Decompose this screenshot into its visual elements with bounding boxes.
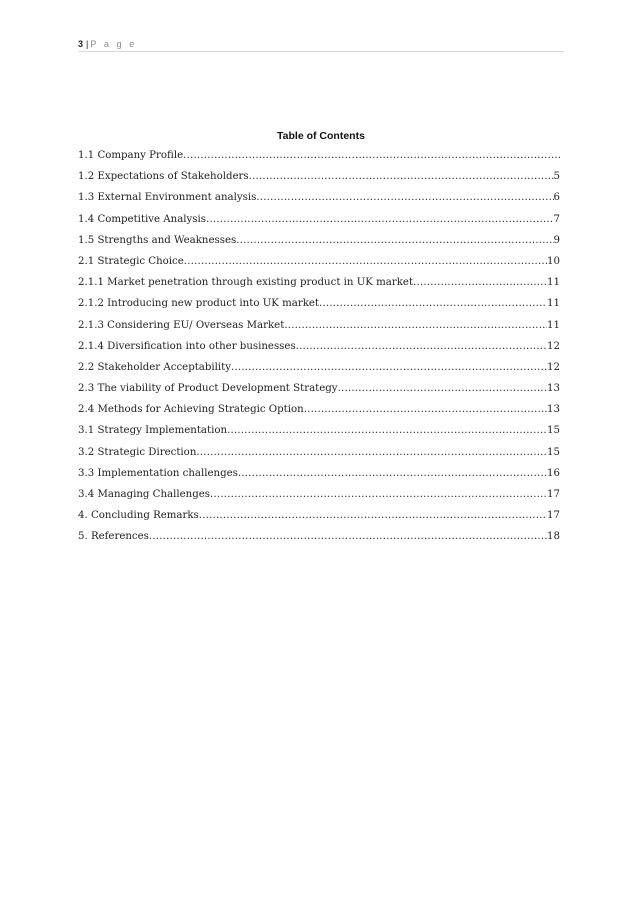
toc-entry[interactable] [78, 187, 560, 208]
toc-entry-label: 2.1.1 Market penetration through existing product in UK market [78, 277, 414, 289]
toc-entry[interactable] [78, 526, 560, 547]
dot-leader [256, 187, 553, 208]
toc-entry-page: 5 [553, 171, 560, 183]
toc-entry-label: 3.3 Implementation challenges [78, 467, 238, 479]
toc-entry-label: 2.1.2 Introducing new product into UK market [78, 298, 320, 310]
toc-entry-label: 2.4 Methods for Achieving Strategic Option [78, 404, 304, 416]
toc-entry-page: 7 [553, 213, 560, 225]
toc-entry-page: 13 [547, 404, 560, 416]
toc-entry[interactable] [78, 315, 560, 336]
toc-entry-page: 13 [547, 383, 560, 395]
dot-leader [284, 315, 547, 336]
dot-leader [319, 293, 547, 314]
toc-entry[interactable] [78, 420, 560, 441]
page-header [78, 39, 564, 52]
toc-entry[interactable] [78, 463, 560, 484]
toc-entry[interactable] [78, 209, 560, 230]
toc-entry[interactable] [78, 484, 560, 505]
dot-leader [227, 420, 547, 441]
toc-entry[interactable] [78, 399, 560, 420]
dot-leader [413, 272, 547, 293]
toc-entry[interactable] [78, 166, 560, 187]
toc-entry-label: 3.2 Strategic Direction [78, 446, 197, 458]
toc-entry-label: 2.2 Stakeholder Acceptability [78, 361, 232, 373]
toc-entry-page: 18 [547, 531, 560, 543]
toc-entry-label: 1.4 Competitive Analysis [78, 213, 207, 225]
toc-entry-page: 10 [547, 255, 560, 267]
toc-entry-page: 17 [547, 489, 560, 500]
toc-entry[interactable] [78, 293, 560, 314]
toc-entry-label: 2.1 Strategic Choice [78, 255, 184, 267]
toc-entry-page: 6 [553, 192, 560, 204]
toc-entry-page: 11 [547, 298, 560, 310]
toc-entry-page: 11 [547, 319, 560, 331]
dot-leader [296, 336, 547, 357]
dot-leader [304, 399, 547, 420]
header-separator: | [86, 39, 89, 49]
dot-leader [231, 357, 547, 378]
dot-leader [249, 166, 554, 187]
toc-entry-label: 2.1.3 Considering EU/ Overseas Market [78, 319, 285, 331]
dot-leader [196, 442, 547, 463]
toc-entry[interactable] [78, 251, 560, 272]
toc-entry-label: 1.1 Company Profile [78, 150, 184, 161]
toc-entry[interactable] [78, 145, 560, 166]
toc-entry-page: 12 [547, 340, 560, 352]
dot-leader [338, 378, 547, 399]
dot-leader [183, 145, 560, 166]
toc-entry-page: 15 [547, 446, 560, 458]
toc-entry-page: 17 [547, 510, 560, 522]
dot-leader [236, 230, 553, 251]
toc-entry[interactable] [78, 357, 560, 378]
toc-entry[interactable] [78, 230, 560, 251]
toc-entry[interactable] [78, 272, 560, 293]
toc-entry[interactable] [78, 378, 560, 399]
toc-entry-label: 1.3 External Environment analysis [78, 192, 257, 204]
dot-leader [149, 526, 547, 547]
toc-entry-page: 12 [547, 361, 560, 373]
toc-entry-page: 9 [553, 234, 560, 246]
toc-entry-label: 3.4 Managing Challenges [78, 489, 210, 500]
page-word: P a g e [90, 39, 137, 49]
toc-entry[interactable] [78, 336, 560, 357]
toc-entry-page: 16 [547, 467, 560, 479]
dot-leader [206, 209, 553, 230]
dot-leader [238, 463, 547, 484]
toc-entry-page: 11 [547, 277, 560, 289]
table-of-contents [78, 145, 560, 548]
toc-entry[interactable] [78, 442, 560, 463]
dot-leader [184, 251, 547, 272]
toc-entry-label: 1.2 Expectations of Stakeholders [78, 171, 249, 183]
toc-entry-label: 2.3 The viability of Product Development Strategy [78, 383, 338, 395]
toc-entry-label: 3.1 Strategy Implementation [78, 425, 228, 437]
toc-entry-label: 1.5 Strengths and Weaknesses [78, 234, 237, 246]
toc-entry-label: 4. Concluding Remarks [78, 510, 199, 522]
toc-entry[interactable] [78, 505, 560, 526]
page-number: 3 [78, 39, 84, 49]
toc-entry-label: 2.1.4 Diversification into other businesses [78, 340, 296, 352]
dot-leader [210, 484, 547, 505]
dot-leader [199, 505, 547, 526]
toc-entry-page: 15 [547, 425, 560, 437]
toc-title: Table of Contents [277, 130, 365, 142]
toc-entry-label: 5. References [78, 531, 149, 543]
